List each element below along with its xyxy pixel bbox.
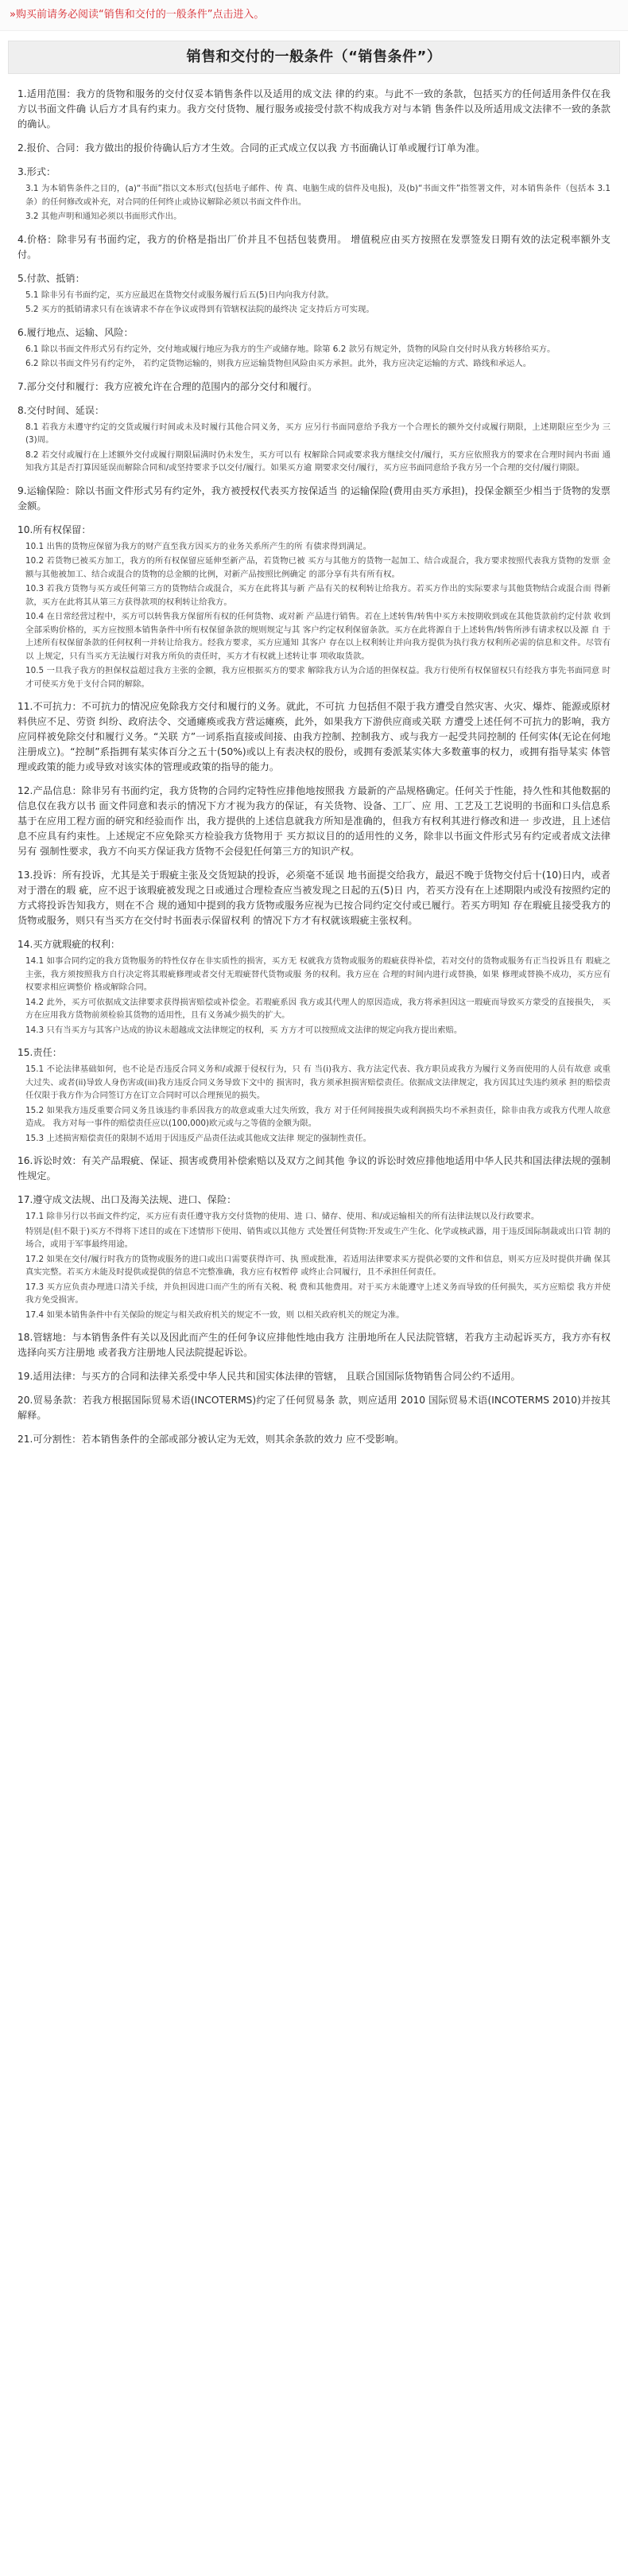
terms-content: [0, 82, 628, 1447]
section-heading-paragraph: 3.形式：: [17, 166, 56, 177]
page-title: 销售和交付的一般条件（“销售条件”）: [8, 41, 620, 74]
section-heading-paragraph: 5.付款、抵销：: [17, 272, 85, 284]
section-heading-paragraph: 21.可分割性：若本销售条件的全部或部分被认定为无效，则其余条款的效力 应不受影响。: [17, 1434, 405, 1445]
section-heading-paragraph: 1.适用范围：我方的货物和服务的交付仅妥本销售条件以及适用的成文法 律的约束。与此不一致的条款，包括买方的任何适用条件仅在我方以书面文件确 认后方才具有约束力。我方交付货物、履行服务或接受付款不构成我方对与本销 售条件以及所适用成文法律不一致的条款的确认。: [17, 88, 611, 130]
section-heading-paragraph: 10.所有权保留：: [17, 523, 91, 535]
section-paragraph: 10.2 若货物已被买方加工，我方的所有权保留应延伸至新产品，若货物已被 买方与其他方的货物一起加工、结合或混合，我方要求按照代表我方货物的发票 金额与其他被加工、结合或混合的货物的总金额的比例，对新产品按照比例确定 的部分享有共有所有权。: [25, 556, 611, 579]
section-heading-paragraph: 12.产品信息：除非另有书面约定，我方货物的合同约定特性应排他地按照我 方最新的产品规格确定。任何关于性能，持久性和其他数据的信息仅在我方以书 面文件同意和表示的情况下方才视为我方的保证，有关货物、设备、工厂、应 用、工艺及工艺说明的书面和口头信息系基于在应用工程方面的研究和经验而作 出，我方提供的上述信息就我方所知是准确的，但我方有权利其进行修改和进一 步改进，且上述信息不应具有约束性。上述规定不应免除买方检验我方货物用于 买方拟议目的的适用性的义务，除非以书面文件形式另有约定或者成文法律另有 强制性要求，我方不向买方保证我方货物不会侵犯任何第三方的知识产权。: [17, 785, 611, 857]
terms-section: [17, 325, 611, 371]
terms-section: [17, 1154, 611, 1184]
terms-link[interactable]: »购买前请务必阅读“销售和交付的一般条件”点击进入。: [0, 0, 628, 31]
section-heading-paragraph: 20.贸易条款：若我方根据国际贸易术语(INCOTERMS)约定了任何贸易条 款，则应适用 2010 国际贸易术语(INCOTERMS 2010)并按其解释。: [17, 1395, 611, 1421]
terms-section: [17, 87, 611, 132]
section-heading-paragraph: 18.管辖地：与本销售条件有关以及因此而产生的任何争议应排他性地由我方 注册地所在人民法院管辖，若我方主动起诉买方，我方亦有权选择向买方注册地 或者我方注册地人民法院提起诉讼。: [17, 1332, 611, 1358]
section-paragraph: 8.1 若我方未遵守约定的交货或履行时间或未及时履行其他合同义务，买方 应另行书面同意给予我方一个合理长的额外交付或履行期限，上述期限应至少为 三(3)周。: [25, 422, 611, 445]
section-heading-paragraph: 7.部分交付和履行：我方应被允许在合理的范围内的部分交付和履行。: [17, 380, 318, 392]
section-paragraph: 17.1 除非另行以书面文件约定，买方应有责任遵守我方交付货物的使用、进 口、储存、使用、和/或运输相关的所有法律法规以及行政要求。: [25, 1212, 540, 1221]
section-paragraph: 10.4 在日常经营过程中，买方可以转售我方保留所有权的任何货物、或对新 产品进行销售。若在上述转售/转售中买方未按期收到或在其他货款前约定付款 收到全部采购价格的，买方应按照本销售条件中所有权保留条款的规则规定与其 客户约定权利保留条款。买方在此将源自于上述转售/转售所涉有请求权以及源 自 于上述所有权保留条款的任何权利一并转让给我方。经我方要求，买方应通知 其客户 存在以上权利转让并向我方提供为执行我方权利所必需的信息和文件。尽管有以 上规定，只有当买方无法履行对我方所负的责任时，买方才有权就上述转让事 项收取货款。: [25, 612, 611, 661]
title-bar: [0, 31, 628, 82]
section-heading-paragraph: 17.遵守成文法规、出口及海关法规、进口、保险：: [17, 1194, 237, 1205]
section-paragraph: 特别是(但不限于)买方不得将下述目的或在下述情形下使用、销售或以其他方 式处置任何货物:开发或生产生化、化学或核武器，用于违反国际制裁或出口管 制的场合，或用于军事最终用途。: [25, 1226, 611, 1249]
section-paragraph: 17.3 买方应负责办理进口清关手续，并负担因进口而产生的所有关税、税 费和其他费用。对于买方未能遵守上述义务而导致的任何损失，买方应赔偿 我方并使我方免受损害。: [25, 1282, 611, 1305]
section-heading-paragraph: 14.买方就瑕疵的权利：: [17, 939, 121, 950]
section-heading-paragraph: 4.价格：除非另有书面约定，我方的价格是指出厂价并且不包括包装费用。 增值税应由买方按照在发票签发日期有效的法定税率额外支付。: [17, 233, 611, 260]
terms-section: [17, 868, 611, 928]
section-paragraph: 15.2 如果我方违反重要合同义务且该违约非系因我方的故意或重大过失所致，我方 对于任何间接损失或利润损失均不承担责任，除非由我方或我方代理人故意造成。 我方对每一事件的赔偿责任应以(100,000)欧元或与之等值的金额为限。: [25, 1105, 611, 1128]
terms-section: [17, 1193, 611, 1321]
terms-section: [17, 141, 611, 156]
terms-section: [17, 1432, 611, 1447]
section-paragraph: 3.2 其他声明和通知必须以书面形式作出。: [25, 212, 182, 221]
section-paragraph: 14.1 如事合同约定的我方货物服务的特性仅存在非实质性的损害，买方无 权就我方货物或服务的瑕疵获得补偿，若对交付的货物或服务有正当投诉且有 瑕疵之主张，我方须按照我方自行决定将其瑕疵修理或者交付无瑕疵替代货物或服 务的权利。我方应在 合理的时间内进行或替换，如果 修理或替换不成功，买方应有权要求相应调整价 格或解除合同。: [25, 956, 611, 992]
section-heading-paragraph: 11.不可抗力：不可抗力的情况应免除我方交付和履行的义务。就此，不可抗 力包括但不限于我方遭受自然灾害、火灾、爆炸、能源或原材料供应不足、劳资 纠纷、政府法令、交通瘫痪或我方营运瘫痪，此外，如果我方下游供应商或关联 方遭受上述任何不可抗力的影响，我方应同样被免除交付和履行义务。“关联 方”一词系指直接或间接、由我方控制、控制我方、或与我方一起受共同控制的 任何实体(无论在何地注册成立)。“控制”系指拥有某实体百分之五十(50%)或以上有表决权的股份，或拥有委派某实体大多数董事的权力，或拥有指导某实 体管理或政策的能力或导致对该实体的管理或政策的指导的能力。: [17, 701, 611, 772]
terms-section: [17, 403, 611, 475]
terms-section: [17, 1393, 611, 1423]
section-heading-paragraph: 15.责任：: [17, 1047, 62, 1058]
section-heading-paragraph: 2.报价、合同：我方做出的报价待确认后方才生效。合同的正式成立仅以我 方书面确认订单或履行订单为准。: [17, 142, 486, 154]
section-paragraph: 6.2 除以书面文件另有约定外， 若约定货物运输的，则我方应运输货物但风险由买方承担。此外，我方应决定运输的方式、路线和承运人。: [25, 359, 532, 368]
terms-section: [17, 165, 611, 224]
terms-section: [17, 271, 611, 317]
section-heading-paragraph: 8.交付时间、延误：: [17, 404, 105, 416]
terms-section: [17, 1045, 611, 1145]
terms-section: [17, 232, 611, 263]
terms-section: [17, 523, 611, 691]
section-heading-paragraph: 6.履行地点、运输、风险：: [17, 326, 134, 338]
section-heading-paragraph: 13.投诉：所有投诉，尤其是关于瑕疵主张及交货短缺的投诉，必须毫不延误 地书面提交给我方，最迟不晚于货物交付后十(10)日内，或者对于潜在的瑕 疵，应不迟于该瑕疵被发现之日或通过合理检查应当被发现之日起的五(5)日 内，若买方没有在上述期限内或没有按照约定的方式将投诉告知我方，则在不合 规的通知中提到的我方货物或服务应视为已按合同约定交付或已履行。若买方明知 存在瑕疵且接受我方的货物或服务，则只有当买方在交付时书面表示保留权利 的情况下方才有权就该瑕疵主张权利。: [17, 870, 611, 926]
section-paragraph: 3.1 为本销售条件之目的，(a)“书面”指以文本形式(包括电子邮件、传 真、电脑生成的信件及电报)，及(b)“书面文件”指签署文件，对本销售条件（包括本 3.1 条）的任何修改或补充，对合同的任何终止或协议解除必须以书面文件作出。: [25, 184, 611, 207]
section-paragraph: 15.3 上述损害赔偿责任的限制不适用于因违反产品责任法或其他成文法律 规定的强制性责任。: [25, 1133, 371, 1143]
section-paragraph: 10.5 一旦我子我方的担保权益超过我方主张的金额，我方应根据买方的要求 解除我方认为合适的担保权益。我方行使所有权保留权只有经我方事先书面同意 时才可使买方免于支付合同的解除。: [25, 666, 611, 689]
terms-section: [17, 484, 611, 514]
terms-section: [17, 1330, 611, 1360]
terms-section: [17, 937, 611, 1037]
section-paragraph: 5.1 除非另有书面约定，买方应最迟在货物交付或服务履行后五(5)日内向我方付款。: [25, 290, 334, 300]
section-paragraph: 5.2 买方的抵销请求只有在该请求不存在争议或得到有管辖权法院的最终决 定支持后方可实现。: [25, 305, 374, 314]
section-paragraph: 14.3 只有当买方与其客户达成的协议未超越成文法律规定的权利，买 方方才可以按照成文法律的规定向我方提出索赔。: [25, 1025, 463, 1035]
section-paragraph: 10.1 出售的货物应保留为我方的财产直至我方因买方的业务关系所产生的所 有债求得到满足。: [25, 541, 371, 551]
section-paragraph: 6.1 除以书面文件形式另有约定外，交付地或履行地应为我方的生产或储存地。除第 6.2 款另有规定外，货物的风险自交付时从我方转移给买方。: [25, 344, 556, 354]
terms-section: [17, 1369, 611, 1384]
terms-section: [17, 784, 611, 859]
section-paragraph: 17.4 如果本销售条件中有关保险的规定与相关政府机关的规定不一致，则 以相关政府机关的规定为准。: [25, 1309, 405, 1320]
section-paragraph: 15.1 不论法律基础如何，也不论是否违反合同义务和/或源于侵权行为，只 有 当(i)我方、我方法定代表、我方职员或我方为履行义务而使用的人员有故意 或重大过失、或者(ii)导致人身伤害或(iii)我方违反合同义务导致下文中的 损害时，我方须承担损害赔偿责任。依据成文法律规定，我方因其过失违约须承 担的赔偿责任仅限于我方作为合同签订方在订立合同时可以合理预见的损失。: [25, 1064, 611, 1100]
section-heading-paragraph: 16.诉讼时效：有关产品瑕疵、保证、损害或费用补偿索赔以及双方之间其他 争议的诉讼时效应排他地适用中华人民共和国法律法规的强制性规定。: [17, 1155, 611, 1181]
section-paragraph: 10.3 若我方货物与买方或任何第三方的货物结合或混合，买方在此将其与新 产品有关的权利转让给我方。若买方作出的实际要求与其他货物结合或混合而 得新款，买方在此将其从第三方获得款项的权利转让给我方。: [25, 584, 611, 607]
section-heading-paragraph: 19.适用法律：与买方的合同和法律关系受中华人民共和国实体法律的管辖， 且联合国国际货物销售合同公约不适用。: [17, 1371, 521, 1382]
section-paragraph: 17.2 如果在交付/履行时我方的货物或服务的进口或出口需要获得许可、执 照或批准，若适用法律要求买方提供必要的文件和信息，则买方应及时提供并确 保其真实完整。若买方未能及时提供或提供的信息不完整准确，我方应有权暂停 或终止合同履行，且不承担任何责任。: [25, 1254, 611, 1277]
terms-section: [17, 699, 611, 775]
section-heading-paragraph: 9.运输保险：除以书面文件形式另有约定外，我方被授权代表买方按保适当 的运输保险(费用由买方承担)，投保金额至少相当于货物的发票金额。: [17, 484, 611, 512]
section-paragraph: 8.2 若交付或履行在上述额外交付或履行期限届满时仍未发生，买方可以有 权解除合同或要求我方继续交付/履行，买方应依照我方的要求在合理时间内书面 通知我方其是否打算因延误而解除合同和/或坚持要求予以交付/履行。如果买方逾 期要求交付/履行，买方应书面同意给予我方另一个合理的交付/履行期限。: [25, 449, 611, 473]
section-paragraph: 14.2 此外，买方可依据成文法律要求获得损害赔偿或补偿金。若瑕疵系因 我方或其代理人的原因造成，我方将承担因这一瑕疵而导致买方蒙受的直接损失， 买方在应用我方货物前须检验其货物的适用性，且有义务减少损失的扩大。: [25, 997, 611, 1020]
terms-section: [17, 379, 611, 395]
